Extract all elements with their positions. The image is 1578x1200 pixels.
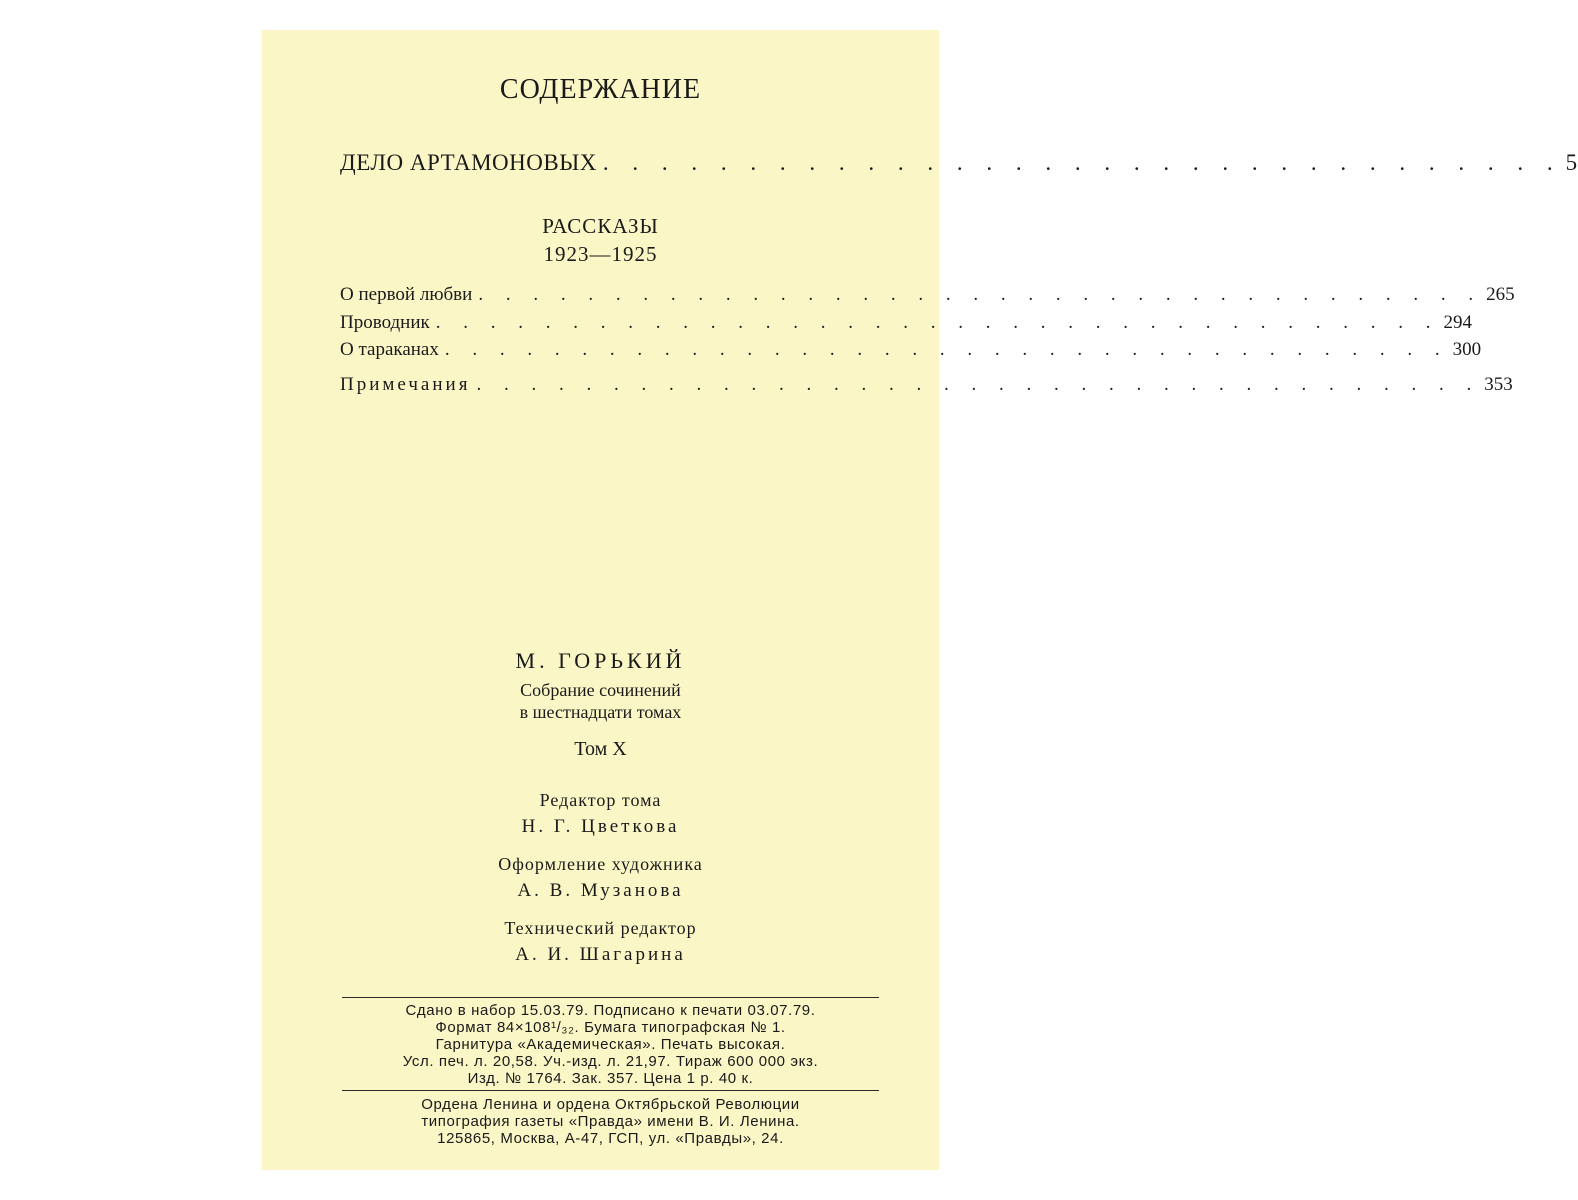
designer-name: А. В. Музанова (517, 880, 684, 901)
leader-dots: . . . . . . . . . . . . . . . . . . . . . . . . . . . . . . . . . . . . . (476, 374, 1481, 395)
series-title-line2: в шестнадцати томах (519, 702, 682, 722)
toc-entry-page: 265 (1486, 284, 1515, 305)
section-years: 1923—1925 (543, 242, 658, 266)
leader-dots: . . . . . . . . . . . . . . . . . . . . . . . . . . . . . . . . . . . . . (478, 284, 1483, 305)
print-line: Формат 84×108¹/₃₂. Бумага типографская № 1. (435, 1019, 786, 1036)
leader-dots: . . . . . . . . . . . . . . . . . . . . . . . . . . . . . . . . . (602, 150, 1562, 175)
toc-entry-page: 5 (1565, 150, 1578, 175)
printer-line: Ордена Ленина и ордена Октябрьской Революции (421, 1096, 800, 1113)
divider-bottom (342, 1090, 879, 1091)
printer-line: 125865, Москва, А-47, ГСП, ул. «Правды», 24. (437, 1130, 784, 1147)
toc-title: СОДЕРЖАНИЕ (499, 74, 702, 105)
toc-entry-title: О тараканах (340, 339, 439, 360)
toc-entry-story (340, 312, 1472, 334)
toc-entry-main (340, 150, 1578, 176)
section-title: РАССКАЗЫ (542, 214, 659, 238)
printer-details (342, 1096, 879, 1147)
tech-editor-label: Технический редактор (504, 918, 697, 938)
toc-entry-story (340, 284, 1515, 306)
print-line: Усл. печ. л. 20,58. Уч.-изд. л. 21,97. Тираж 600 000 экз. (402, 1053, 819, 1070)
author-name: М. ГОРЬКИЙ (515, 648, 686, 673)
print-line: Сдано в набор 15.03.79. Подписано к печати 03.07.79. (405, 1002, 816, 1019)
book-page (262, 30, 1578, 1170)
editor-label: Редактор тома (539, 790, 662, 810)
tech-editor-name: А. И. Шагарина (515, 944, 686, 965)
toc-entry-page: 353 (1484, 374, 1513, 395)
series-title-line1: Собрание сочинений (520, 680, 681, 700)
toc-entry-notes (340, 374, 1513, 396)
print-line: Гарнитура «Академическая». Печать высокая. (435, 1036, 786, 1053)
designer-label: Оформление художника (498, 854, 703, 874)
leader-dots: . . . . . . . . . . . . . . . . . . . . . . . . . . . . . . . . . . . . . (435, 312, 1440, 333)
volume-number: Том X (574, 738, 627, 760)
print-details (342, 1002, 879, 1087)
leader-dots: . . . . . . . . . . . . . . . . . . . . . . . . . . . . . . . . . . . . . (444, 339, 1449, 360)
toc-entry-title: ДЕЛО АРТАМОНОВЫХ (340, 150, 597, 175)
toc-entry-page: 294 (1443, 312, 1472, 333)
toc-entry-title: О первой любви (340, 284, 473, 305)
toc-entry-title: Примечания (340, 374, 471, 395)
toc-entry-page: 300 (1452, 339, 1482, 360)
toc-entry-story (340, 339, 1482, 361)
printer-line: типография газеты «Правда» имени В. И. Ленина. (421, 1113, 800, 1130)
divider-top (342, 997, 879, 998)
print-line: Изд. № 1764. Зак. 357. Цена 1 р. 40 к. (467, 1070, 754, 1087)
toc-entry-title: Проводник (340, 312, 430, 333)
editor-name: Н. Г. Цветкова (521, 816, 680, 837)
